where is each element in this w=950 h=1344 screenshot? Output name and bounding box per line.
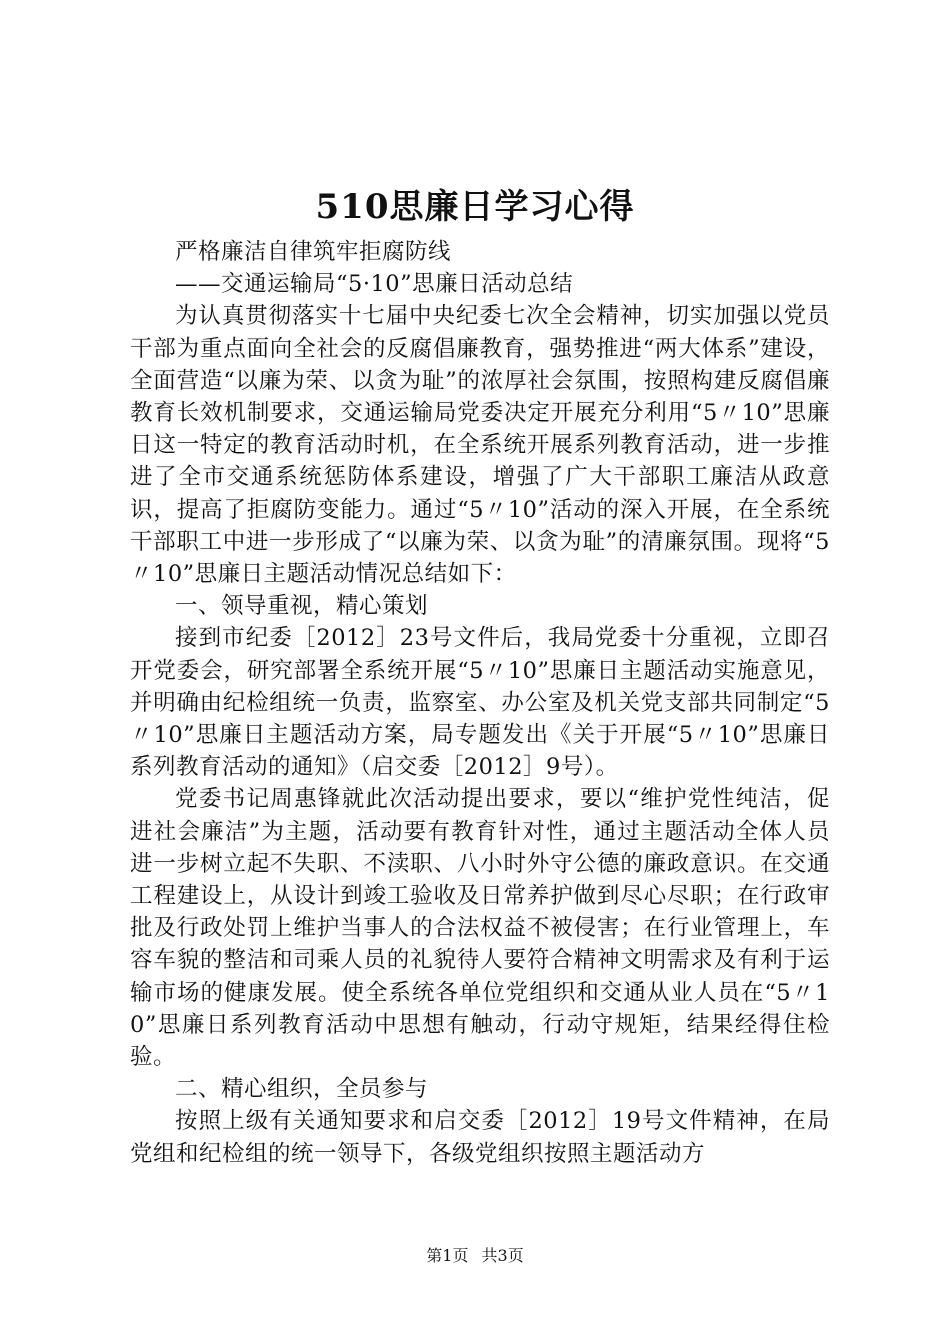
section-heading: 一、领导重视，精心策划: [175, 593, 429, 620]
section-heading: 二、精心组织，全员参与: [175, 1076, 429, 1103]
body-paragraph: 接到市纪委［2012］23号文件后，我局党委十分重视，立即召开党委会，研究部署全系统开展“5〃10”思廉日主题活动实施意见，并明确由纪检组统一负责，监察室、办公室及机关党支部共同制定“5〃10”思廉日主题活动方案，局专题发出《关于开展“5〃10”思廉日系列教育活动的通知》（启交委［2012］9号）。: [130, 625, 830, 781]
page-footer: [0, 1244, 950, 1268]
body-paragraph: 为认真贯彻落实十七届中央纪委七次全会精神，切实加强以党员干部为重点面向全社会的反腐倡廉教育，强势推进“两大体系”建设，全面营造“以廉为荣、以贪为耻”的浓厚社会氛围，按照构建反腐倡廉教育长效机制要求，交通运输局党委决定开展充分利用“5〃10”思廉日这一特定的教育活动时机，在全系统开展系列教育活动，进一步推进了全市交通系统惩防体系建设，增强了广大干部职工廉洁从政意识，提高了拒腐防变能力。通过“5〃10”活动的深入开展，在全系统干部职工中进一步形成了“以廉为荣、以贪为耻”的清廉氛围。现将“5〃10”思廉日主题活动情况总结如下：: [130, 303, 830, 588]
body-paragraph: 党委书记周惠锋就此次活动提出要求，要以“维护党性纯洁，促进社会廉洁”为主题，活动要有教育针对性，通过主题活动全体人员进一步树立起不失职、不渎职、八小时外守公德的廉政意识。在交通工程建设上，从设计到竣工验收及日常养护做到尽心尽职；在行政审批及行政处罚上维护当事人的合法权益不被侵害；在行业管理上，车容车貌的整洁和司乘人员的礼貌待人要符合精神文明需求及有利于运输市场的健康发展。使全系统各单位党组织和交通从业人员在“5〃10”思廉日系列教育活动中思想有触动，行动守规矩，结果经得住检验。: [130, 786, 830, 1071]
page-total: 共3页: [481, 1246, 524, 1265]
subtitle-line: ——交通运输局“5·10”思廉日活动总结: [175, 271, 574, 298]
body-paragraph: 按照上级有关通知要求和启交委［2012］19号文件精神，在局党组和纪检组的统一领导下，各级党组织按照主题活动方: [130, 1108, 830, 1167]
document-title: 510思廉日学习心得: [315, 187, 635, 227]
document-body: [130, 236, 830, 1170]
page-number: 第1页: [426, 1246, 469, 1265]
subtitle-line: 严格廉洁自律筑牢拒腐防线: [175, 239, 452, 265]
